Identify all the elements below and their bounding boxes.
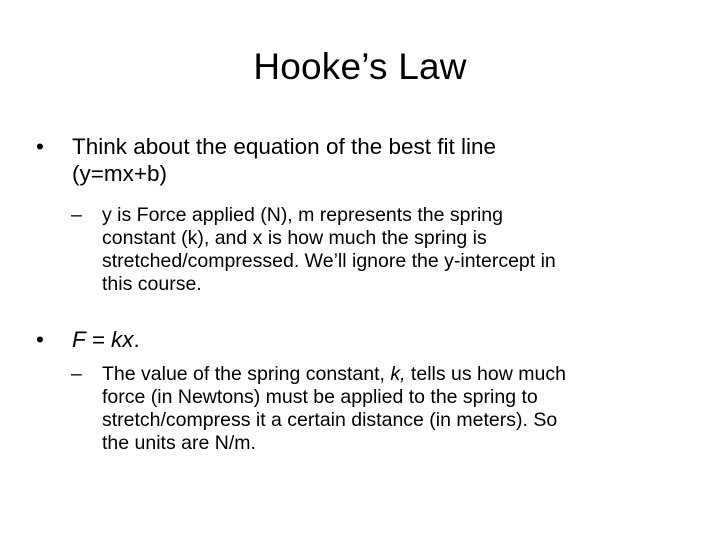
text-segment: The value of the spring constant, xyxy=(102,363,391,385)
formula-kx: kx xyxy=(111,327,134,352)
dash-icon: – xyxy=(71,204,82,226)
dash-icon: – xyxy=(71,363,82,385)
text-line: Think about the equation of the best fit line xyxy=(72,134,497,159)
text-line: stretched/compressed. We’ll ignore the y-intercept in xyxy=(102,250,556,272)
slide-title: Hooke’s Law xyxy=(253,46,467,87)
formula-equals: = xyxy=(85,327,111,352)
sub-bullet-text xyxy=(102,363,702,455)
bullet-text xyxy=(72,133,682,187)
text-line: this course. xyxy=(102,273,202,295)
bullet-icon: • xyxy=(36,134,44,159)
formula-text xyxy=(72,326,140,353)
formula-period: . xyxy=(133,327,140,352)
text-line: the units are N/m. xyxy=(102,432,256,454)
text-line: y is Force applied (N), m represents the spring xyxy=(102,204,503,226)
text-line: constant (k), and x is how much the spring is xyxy=(102,227,487,249)
text-line: stretch/compress it a certain distance (in meters). So xyxy=(102,409,558,431)
text-line: force (in Newtons) must be applied to the spring to xyxy=(102,386,538,408)
sub-bullet-text xyxy=(102,204,702,296)
bullet-icon: • xyxy=(36,327,44,352)
formula-force: F xyxy=(72,327,86,352)
text-line xyxy=(102,363,702,386)
text-line: (y=mx+b) xyxy=(72,161,168,186)
italic-k: k, xyxy=(390,363,406,385)
text-segment: tells us how much xyxy=(405,363,566,385)
